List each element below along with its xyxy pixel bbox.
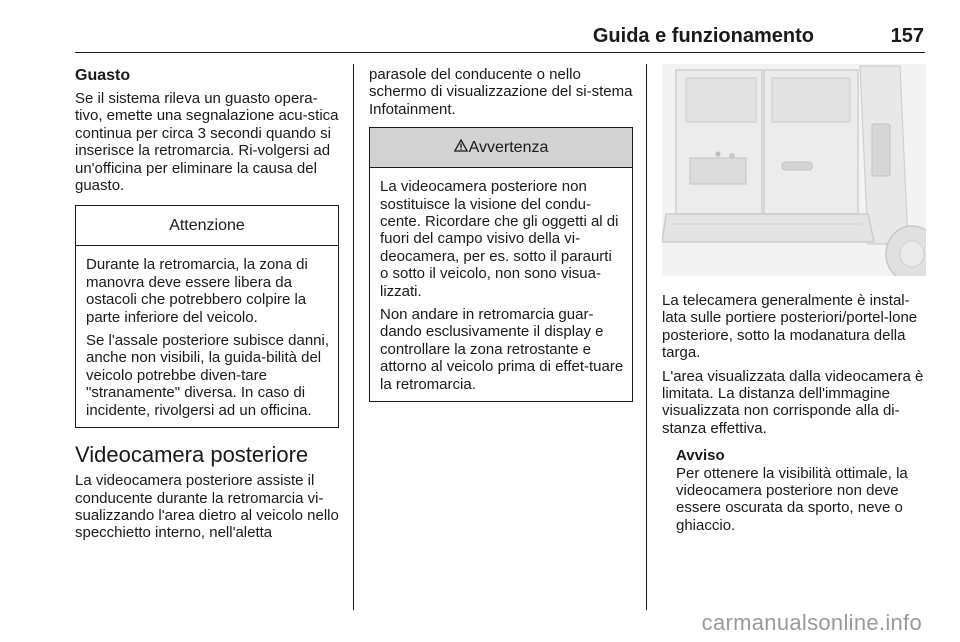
avvertenza-header	[370, 128, 632, 168]
attenzione-title: Attenzione	[76, 206, 338, 246]
column-divider	[353, 64, 354, 610]
warning-triangle-icon	[454, 139, 468, 156]
avvertenza-title: Avvertenza	[468, 138, 549, 156]
attenzione-body	[76, 246, 338, 427]
column-left	[75, 64, 339, 542]
watermark: carmanualsonline.info	[701, 610, 922, 635]
videocamera-continued: parasole del conducente o nello schermo di visualizzazione del si-stema Infotainment.	[369, 66, 633, 118]
videocamera-title: Videocamera posteriore	[75, 442, 309, 468]
header-rule	[75, 52, 925, 53]
attenzione-box	[75, 205, 339, 428]
avviso-text: Per ottenere la visibilità ottimale, la videocamera posteriore non deve essere oscurata da sporto, neve o ghiaccio.	[676, 464, 908, 534]
attenzione-para-2: Se l'assale posteriore subisce danni, anche non visibili, la guida-bilità del veicolo potrebbe diven-tare "stranamente" diversa. In caso di incidente, rivolgersi ad un officina.	[86, 332, 330, 419]
guasto-title: Guasto	[75, 67, 131, 84]
avviso-title: Avviso	[676, 447, 725, 465]
column-right	[662, 64, 926, 534]
column-middle	[369, 64, 633, 402]
attenzione-para-1: Durante la retromarcia, la zona di manovra deve essere libera da ostacoli che potrebbero colpire la parte inferiore del veicolo.	[86, 256, 308, 326]
avvertenza-body	[370, 168, 632, 401]
guasto-text: Se il sistema rileva un guasto opera-tivo, emette una segnalazione acu-stica continua per circa 3 secondi quando si inserisce la retromarcia. Ri-volgersi ad un'officina per eliminare la causa del guasto.	[75, 90, 339, 195]
van-rear-illustration	[662, 64, 926, 276]
avvertenza-para-2: Non andare in retromarcia guar-dando esclusivamente il display e controllare la zona retrostante e attorno al veicolo prima di effet-tuare la retromarcia.	[380, 306, 624, 393]
col3-para-2: L'area visualizzata dalla videocamera è limitata. La distanza dell'immagine visualizzata non corrisponde alla di-stanza effettiva.	[662, 367, 924, 437]
avviso-note	[676, 447, 926, 534]
avvertenza-box	[369, 127, 633, 402]
column-divider	[646, 64, 647, 610]
header-title: Guida e funzionamento	[592, 25, 814, 47]
avvertenza-para-1: La videocamera posteriore non sostituisce la visione del condu-cente. Ricordare che gli oggetti al di fuori del campo visivo della vi-deocamera, per es. sotto il paraurti o sotto il veicolo, non sono visua-lizzati.	[380, 178, 619, 300]
page-number: 157	[890, 25, 924, 47]
col3-para-1: La telecamera generalmente è instal-lata sulle portiere posteriori/portel-lone posteriore, sotto la modanatura della targa.	[662, 292, 918, 362]
videocamera-text: La videocamera posteriore assiste il conducente durante la retromarcia vi-sualizzando l'area dietro al veicolo nello specchietto interno, nell'aletta	[75, 472, 339, 542]
